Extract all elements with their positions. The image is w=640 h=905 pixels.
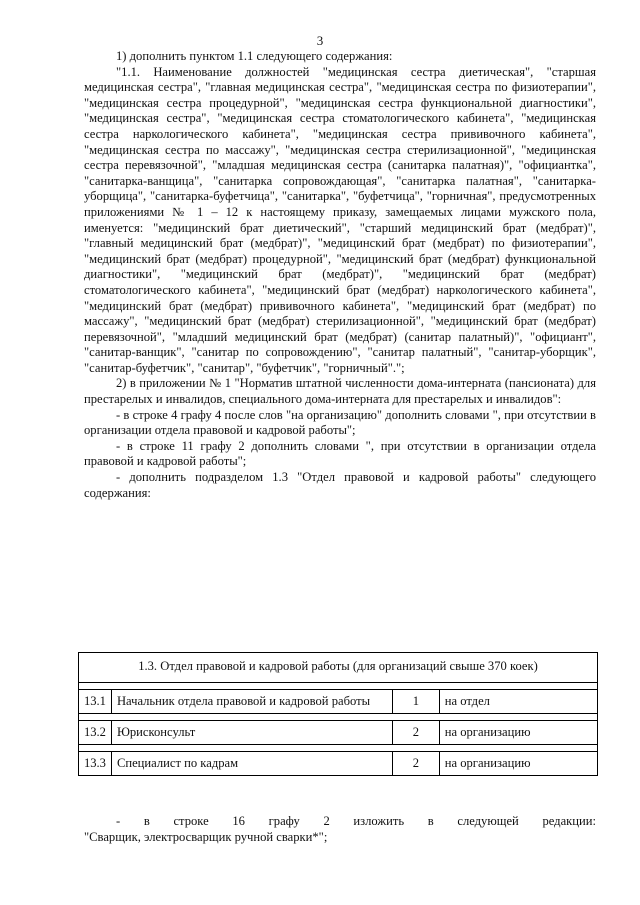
table-header-row — [79, 653, 598, 683]
table-spacer — [79, 714, 598, 721]
table-row — [79, 690, 598, 714]
page-number: 3 — [316, 33, 324, 48]
paragraph-subsection: - дополнить подразделом 1.3 "Отдел правовой и кадровой работы" следующего содержания: — [84, 470, 596, 500]
row-note: на организацию — [439, 752, 597, 776]
table-header: 1.3. Отдел правовой и кадровой работы (для организаций свыше 370 коек) — [79, 653, 598, 683]
paragraph-row-16: - в строке 16 графу 2 изложить в следующей редакции: — [116, 814, 596, 828]
row-number: 13.3 — [79, 752, 112, 776]
paragraph-item-1: 1) дополнить пунктом 1.1 следующего содержания: — [116, 49, 393, 63]
paragraph-row-11: - в строке 11 графу 2 дополнить словами ", при отсутствии в организации отдела правовой и кадровой работы"; — [84, 438, 596, 469]
row-number: 13.2 — [79, 721, 112, 745]
row-note: на отдел — [439, 690, 597, 714]
table-row — [79, 752, 598, 776]
after-table-text — [84, 813, 596, 845]
table-row — [79, 721, 598, 745]
paragraph-row-16-text: "Сварщик, электросварщик ручной сварки*"; — [84, 830, 328, 844]
row-number: 13.1 — [79, 690, 112, 714]
table-spacer — [79, 745, 598, 752]
staff-table-wrap — [78, 652, 598, 776]
row-position: Начальник отдела правовой и кадровой работы — [111, 690, 392, 714]
row-count: 2 — [393, 721, 440, 745]
row-count: 2 — [393, 752, 440, 776]
table-spacer — [79, 683, 598, 690]
paragraph-position-names: "1.1. Наименование должностей "медицинская сестра диетическая", "старшая медицинская сестра", "главная медицинская сестра", "медицинская сестра по физиотерапии", "медицинская сестра процедурной", "медицинская сестра функциональной диагностики", "медицинская сестра", "медицинская сестра стоматологического кабинета", "медицинская сестра наркологического кабинета", "медицинская сестра прививочного кабинета", "медицинская сестра по массажу", "медицинская сестра стерилизационной", "медицинская сестра перевязочной", "младшая медицинская сестра (санитарка палатная)", "официантка", "санитарка-ванщица", "санитарка сопровождающая", "санитарка палатная", "санитарка-уборщица", "санитарка-буфетчица", "санитарка", "буфетчица", "горничная", предусмотренных приложениями № 1 – 12 к настоящему приказу, замещаемых лицами мужского пола, именуется: "медицинский брат диетический", "старший медицинский брат (медбрат)", "главный медицинский брат (медбрат)", "медицинский брат (медбрат) по физиотерапии", "медицинский брат (медбрат) процедурной", "медицинский брат (медбрат) функциональной диагностики", "медицинский брат (медбрат)", "медицинский брат (медбрат) стоматологического кабинета", "медицинский брат (медбрат) наркологического кабинета", "медицинский брат (медбрат) прививочного кабинета", "медицинский брат (медбрат) по массажу", "медицинский брат (медбрат) стерилизационной", "медицинский брат (медбрат) перевязочной", "младший медицинский брат (медбрат) (санитар палатный)", "официант", "санитар-ванщик", "санитар по сопровождению", "санитар палатный", "санитар-уборщик", "санитар-буфетчик", "санитар", "буфетчик", "горничный"."; — [84, 64, 596, 375]
staff-table — [78, 652, 598, 776]
paragraph-item-2: 2) в приложении № 1 "Норматив штатной численности дома-интерната (пансионата) для престарелых и инвалидов, специального дома-интерната для престарелых и инвалидов": — [84, 376, 596, 407]
row-position: Юрисконсульт — [111, 721, 392, 745]
paragraph-row-4: - в строке 4 графу 4 после слов "на организацию" дополнить словами ", при отсутствии в организации отдела правовой и кадровой работы"; — [84, 407, 596, 438]
row-note: на организацию — [439, 721, 597, 745]
row-position: Специалист по кадрам — [111, 752, 392, 776]
row-count: 1 — [393, 690, 440, 714]
document-body — [84, 49, 596, 501]
